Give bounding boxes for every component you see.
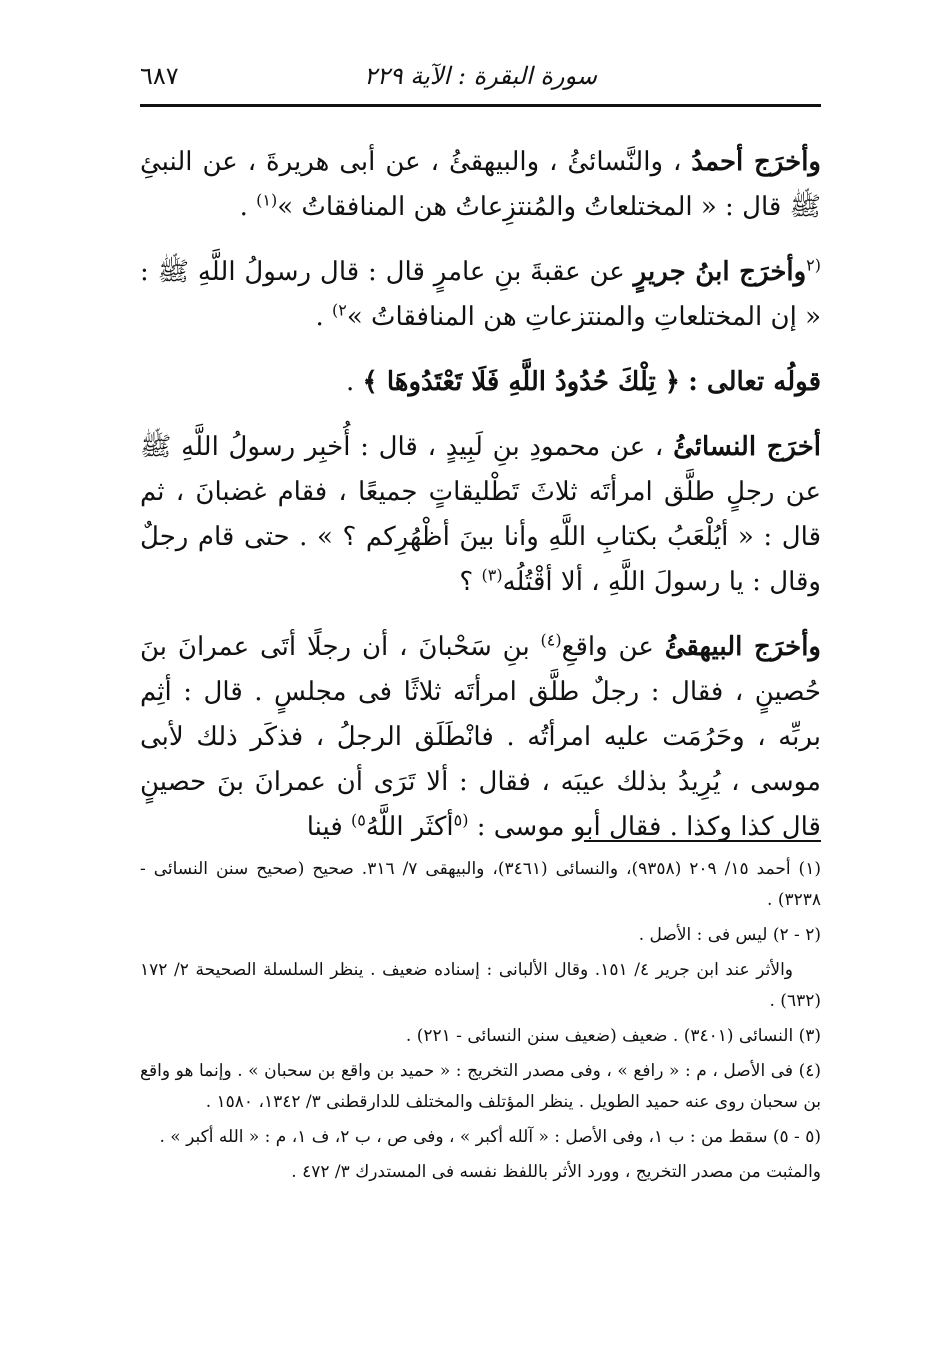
footnote-ref-5-end: ٥): [351, 810, 366, 830]
running-title: سورة البقرة : الآية ٢٢٩: [363, 62, 598, 90]
paragraph-1-lead: وأخرَج أحمدُ: [691, 147, 821, 177]
header-rule: [140, 104, 821, 107]
paragraph-1-end: .: [239, 192, 257, 222]
paragraph-2-lead: وأخرَج ابنُ جريرٍ: [633, 257, 807, 287]
page-header: [140, 58, 821, 98]
main-text: [140, 140, 821, 870]
verse-paragraph: [140, 360, 821, 405]
footnote-5-continued: والمثبت من مصدر التخريج ، وورد الأثر باللفظ نفسه فى المستدرك ٣/ ٤٧٢ .: [291, 1162, 821, 1182]
paragraph-1: [140, 140, 821, 230]
footnote-rule: [584, 840, 821, 842]
footnote-4: (٤) فى الأصل ، م : « رافع » ، وفى مصدر التخريج : « حميد بن واقع بن سحبان » . وإنما هو واقع بن سحبان روى عنه حميد الطويل . ينظر المؤتلف والمختلف للدارقطنى ٣/ ١٣٤٢، ١٥٨٠ .: [140, 1061, 821, 1112]
verse-lead: قولُه تعالى :: [688, 367, 821, 397]
paragraph-2-text: عن عقبةَ بنِ عامرٍ قال : قال رسولُ اللَّهِ ﷺ : « إن المختلعاتِ والمنتزعاتِ هن المنافقاتُ »: [140, 257, 821, 332]
paragraph-4-lead: وأخرَج البيهقئُ: [664, 632, 821, 662]
footnote-3: (٣) النسائى (٣٤٠١) . ضعيف (ضعيف سنن النسائى - ٢٢١) .: [405, 1026, 821, 1046]
footnote-ref-2-end: ٢): [331, 300, 347, 320]
paragraph-4-text-a: عن واقعِ: [561, 632, 654, 662]
footnote-2: (٢ - ٢) ليس فى : الأصل .: [638, 925, 821, 945]
footnote-ref-5-start: (٥: [453, 810, 469, 830]
footnote-ref-1: (١): [256, 190, 278, 210]
paragraph-2-end: .: [315, 302, 332, 332]
paragraph-4: [140, 625, 821, 850]
footnote-ref-2-start: (٢: [806, 255, 822, 275]
paragraph-4-text-c: أكثَر اللَّهُ: [365, 812, 454, 842]
footnotes: [140, 854, 821, 1192]
footnote-2-continued: والأثر عند ابن جرير ٤/ ١٥١. وقال الألبانى : إسناده ضعيف . ينظر السلسلة الصحيحة ٢/ ١٧٢ (٦٣٢) .: [140, 960, 821, 1011]
page-number: ٦٨٧: [140, 62, 179, 90]
paragraph-2: [140, 250, 821, 340]
paragraph-1-text: ، والنَّسائئُ ، والبيهقئُ ، عن أبى هريرةَ ، عن النبئِ ﷺ قال : « المختلعاتُ والمُنتزِعاتُ هن المنافقاتُ »: [140, 147, 821, 222]
paragraph-3-end: ؟: [459, 567, 482, 597]
paragraph-4-text-d: فينا: [306, 812, 343, 842]
quran-verse: ﴿ تِلْكَ حُدُودُ اللَّهِ فَلَا تَعْتَدُوهَا ﴾: [362, 367, 681, 397]
footnote-ref-3: (٣): [481, 565, 503, 585]
paragraph-3-lead: أخرَج النسائئُ: [673, 432, 822, 462]
paragraph-4-text-b: بنِ سَحْبانَ ، أن رجلًا أتَى عمرانَ بنَ حُصينٍ ، فقال : رجلٌ طلَّق امرأتَه ثلاثًا فى مجلسٍ . قال : أثِم بربِّه ، وحَرُمَت عليه امرأتُه . فانْطَلَق الرجلُ ، فذكَر ذلك لأبى موسى ، يُرِيدُ بذلك عيبَه ، فقال : ألا تَرَى أن عمرانَ بنَ حصينٍ قال كذا وكذا . فقال أبو موسى :: [140, 632, 821, 842]
paragraph-3-text: ، عن محمودِ بنِ لَبِيدٍ ، قال : أُخبِر رسولُ اللَّهِ ﷺ عن رجلٍ طلَّق امرأتَه ثلاثَ تَطْليقاتٍ جميعًا ، فقام غضبانَ ، ثم قال : « أيُلْعَبُ بكتابِ اللَّهِ وأنا بينَ أظْهُرِكم ؟ » . حتى قام رجلٌ وقال : يا رسولَ اللَّهِ ، ألا أقْتُلُه: [140, 432, 821, 597]
paragraph-3: [140, 425, 821, 605]
footnote-5: (٥ - ٥) سقط من : ب ١، وفى الأصل : « آلله أكبر » ، وفى ص ، ب ٢، ف ١، م : « الله أكبر » .: [159, 1127, 821, 1147]
footnote-1: (١) أحمد ١٥/ ٢٠٩ (٩٣٥٨)، والنسائى (٣٤٦١)، والبيهقى ٧/ ٣١٦. صحيح (صحيح سنن النسائى - ٣٢٣٨) .: [140, 859, 821, 910]
verse-end: .: [346, 367, 363, 397]
footnote-ref-4: (٤): [540, 630, 562, 650]
